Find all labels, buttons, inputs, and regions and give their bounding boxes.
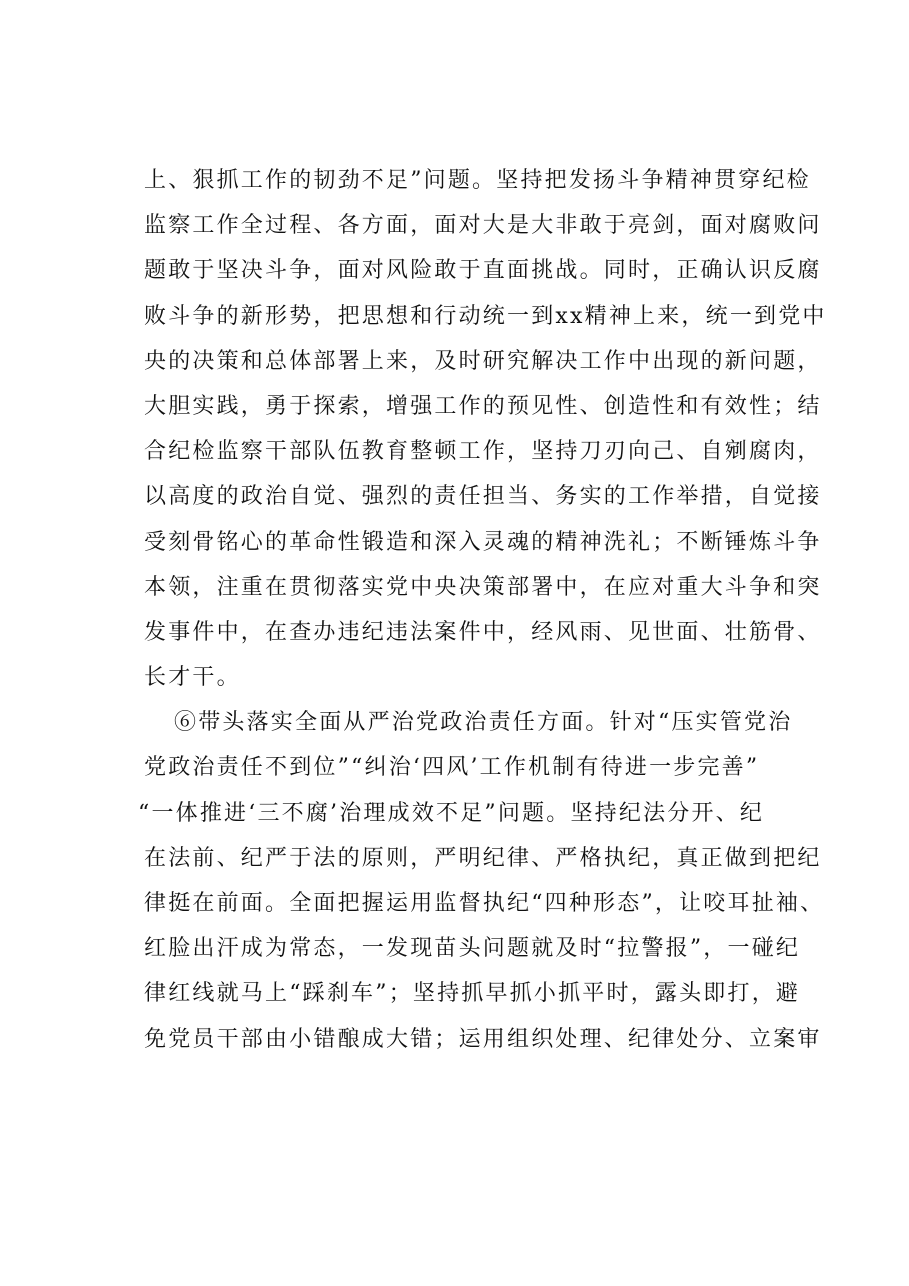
text-line: 律红线就马上“踩刹车”；坚持抓早抓小抓平时，露头即打，避 (144, 981, 801, 1007)
text-line: 败斗争的新形势，把思想和行动统一到xx精神上来，统一到党中 (144, 303, 827, 329)
text-line: 大胆实践，勇于探索，增强工作的预见性、创造性和有效性；结 (144, 393, 822, 419)
text-line: 发事件中，在查办违纪违法案件中，经风雨、见世面、壮筋骨、 (144, 619, 822, 645)
text-line: 长才干。 (144, 665, 241, 691)
document-body (138, 158, 827, 1062)
text-line: 以高度的政治自觉、强烈的责任担当、务实的工作举措，自觉接 (144, 484, 822, 510)
text-line: 央的决策和总体部署上来，及时研究解决工作中出现的新问题， (144, 348, 822, 374)
text-line: 在法前、纪严于法的原则，严明纪律、严格执纪，真正做到把纪 (144, 845, 822, 871)
text-line: 监察工作全过程、各方面，面对大是大非敢于亮剑，面对腐败问 (144, 213, 822, 239)
text-line: 本领，注重在贯彻落实党中央决策部署中，在应对重大斗争和突 (144, 574, 822, 600)
paragraph-start-line: ⑥带头落实全面从严治党政治责任方面。针对“压实管党治 (174, 710, 793, 736)
text-line: 题敢于坚决斗争，面对风险敢于直面挑战。同时，正确认识反腐 (144, 258, 822, 284)
text-line: 上、狠抓工作的韧劲不足”问题。坚持把发扬斗争精神贯穿纪检 (144, 168, 811, 193)
text-line: 受刻骨铭心的革命性锻造和深入灵魂的精神洗礼；不断锤炼斗争 (144, 529, 822, 555)
text-line: 红脸出汗成为常态，一发现苗头问题就及时“拉警报”，一碰纪 (144, 936, 801, 962)
text-line: 合纪检监察干部队伍教育整顿工作，坚持刀刃向己、自剜腐肉， (144, 439, 822, 465)
text-line: 律挺在前面。全面把握运用监督执纪“四种形态”，让咬耳扯袖、 (144, 891, 825, 916)
text-line: “一体推进‘三不腐’治理成效不足”问题。坚持纪法分开、纪 (138, 800, 765, 826)
text-line: 党政治责任不到位”“纠治‘四风’工作机制有待进一步完善” (144, 755, 760, 781)
text-line: 免党员干部由小错酿成大错；运用组织处理、纪律处分、立案审 (144, 1026, 822, 1052)
